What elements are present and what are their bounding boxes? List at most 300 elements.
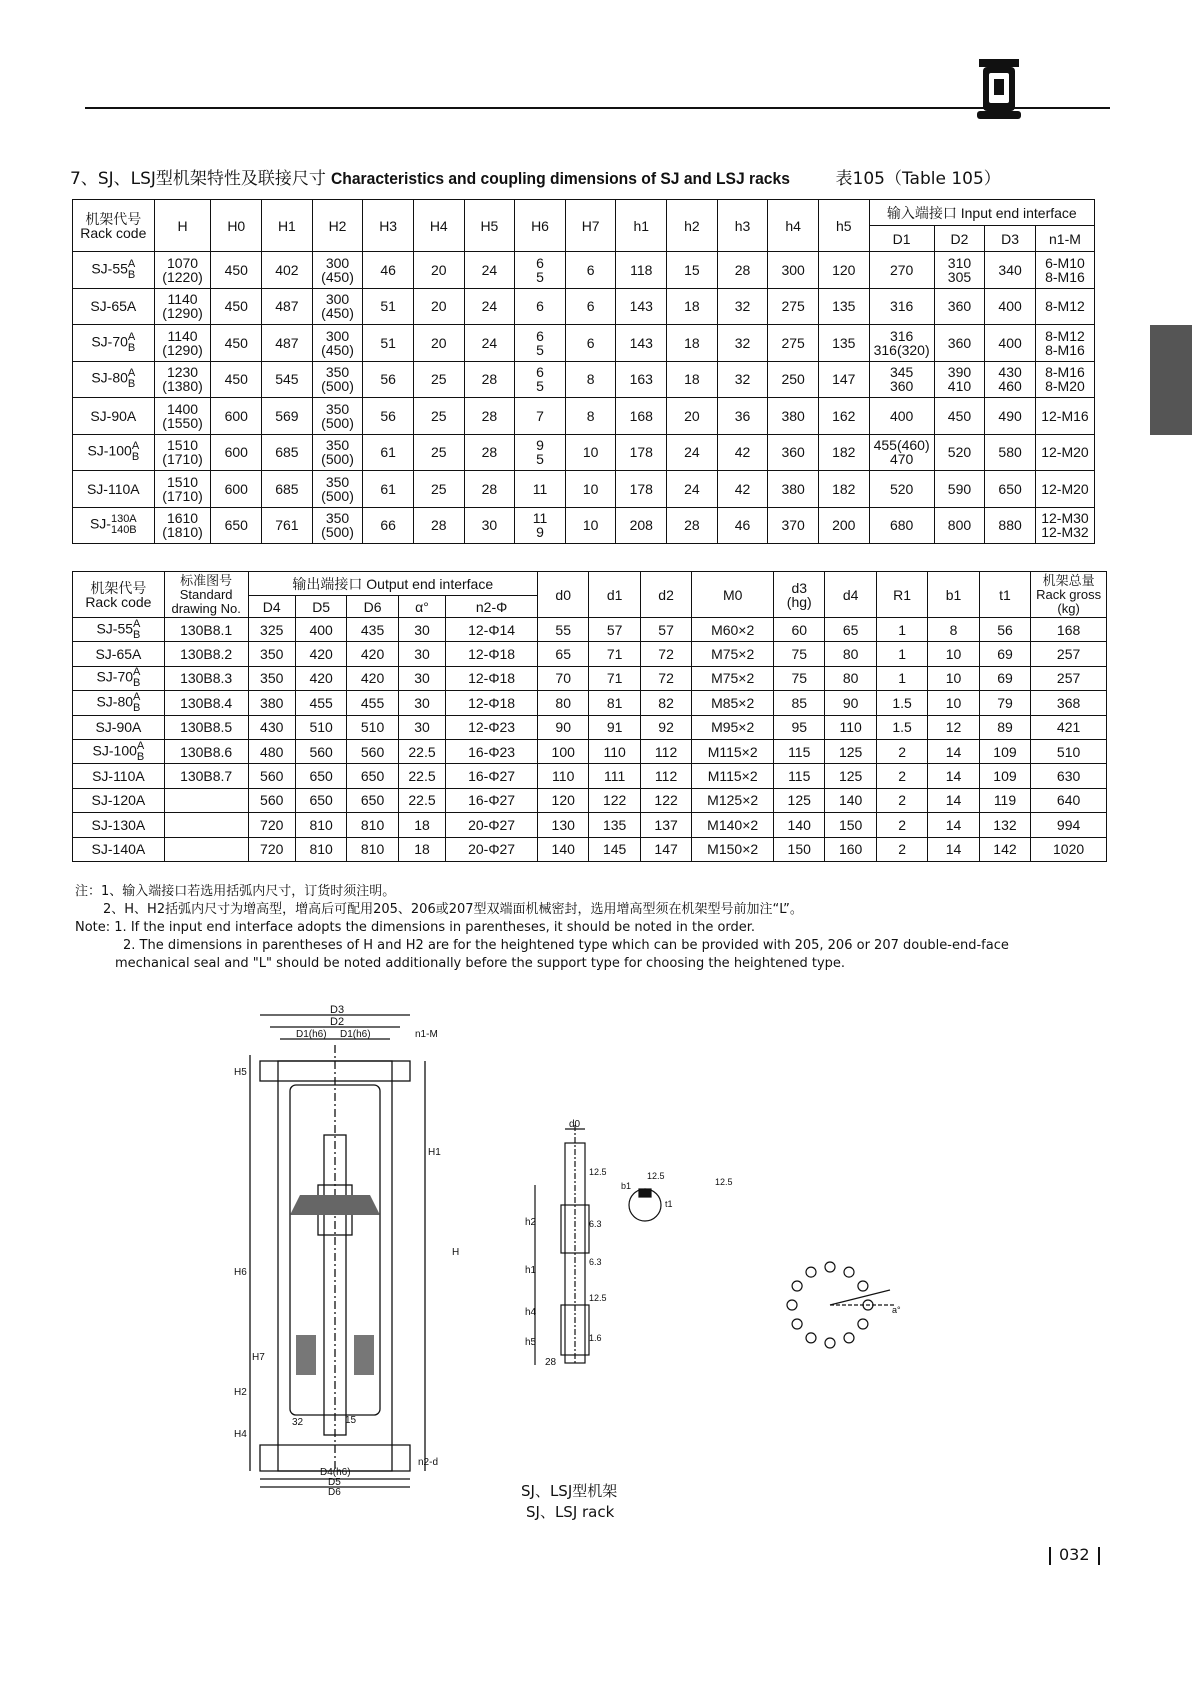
table-cell: 90 [825, 691, 876, 715]
table-row [73, 691, 1107, 715]
table-cell: SJ-80A B [73, 691, 165, 715]
table-cell: 430 460 [985, 361, 1036, 398]
table-cell: 30 [398, 642, 445, 666]
table-cell: 89 [979, 715, 1030, 739]
col-D4: D4 [248, 596, 295, 618]
table-cell: 20 [413, 252, 464, 289]
table-cell: 163 [616, 361, 667, 398]
table-cell: 24 [464, 288, 515, 325]
table-cell: 11 9 [515, 507, 566, 544]
output-group-header: 输出端接口 Output end interface [248, 572, 537, 596]
table-cell: 560 [295, 739, 346, 763]
table-cell: 275 [768, 288, 819, 325]
table-cell: 51 [363, 288, 414, 325]
table-cell: 125 [774, 788, 825, 812]
header-standard-drawing: 标准图号 Standard drawing No. [164, 572, 248, 618]
dim-H6: H6 [234, 1267, 247, 1278]
dim-D5: D5 [328, 1477, 341, 1488]
table-cell: 10 [928, 691, 979, 715]
table-cell: 1510 (1710) [154, 471, 211, 508]
table-cell: 1 [876, 666, 927, 690]
table-cell: 20-Φ27 [446, 837, 538, 861]
table-cell: 6 5 [515, 252, 566, 289]
table-row [73, 618, 1107, 642]
table-row [73, 325, 1095, 362]
table-cell: 150 [825, 813, 876, 837]
page-number: 032 [1041, 1545, 1108, 1565]
table-cell: 135 [589, 813, 640, 837]
table-cell: 12-M30 12-M32 [1035, 507, 1094, 544]
side-tab-marker [1150, 325, 1192, 435]
table-cell: 115 [774, 764, 825, 788]
table-cell: SJ-90A [73, 715, 165, 739]
dim-D2: D2 [330, 1016, 345, 1028]
table-cell: SJ-130A 140B [73, 507, 155, 544]
table-cell: 2 [876, 837, 927, 861]
table-cell: 81 [589, 691, 640, 715]
table-cell: 56 [979, 618, 1030, 642]
table-cell: 12-M20 [1035, 471, 1094, 508]
table-cell: 28 [464, 434, 515, 471]
col-D2: D2 [934, 226, 985, 252]
table-number: 表105（Table 105） [835, 169, 1001, 189]
table-cell: 100 [538, 739, 589, 763]
note-en-1: Note: 1. If the input end interface adopts the dimensions in parentheses, it should be noted in the order. [75, 920, 756, 935]
table-cell: 135 [818, 325, 869, 362]
note-en-2b: mechanical seal and "L" should be noted additionally before the support type for choosing the heightened type. [115, 956, 846, 971]
dim-D1b: D1(h6) [340, 1029, 371, 1040]
col-h2: h2 [667, 200, 718, 252]
table-cell: 250 [768, 361, 819, 398]
table-cell: 140 [774, 813, 825, 837]
table-cell: 360 [934, 325, 985, 362]
table-cell: 380 [768, 471, 819, 508]
table-cell: 132 [979, 813, 1030, 837]
col-D5: D5 [295, 596, 346, 618]
table-cell: 130B8.2 [164, 642, 248, 666]
table-cell: 60 [774, 618, 825, 642]
table-cell: 8 [565, 398, 616, 435]
table-cell: 545 [262, 361, 313, 398]
col-alpha: α° [398, 596, 445, 618]
table-cell [164, 837, 248, 861]
table-cell: 487 [262, 288, 313, 325]
table-cell: SJ-100A B [73, 739, 165, 763]
table-cell: 350 (500) [312, 398, 363, 435]
table-cell: 28 [413, 507, 464, 544]
brand-logo-icon [975, 57, 1023, 123]
table-cell: 95 [774, 715, 825, 739]
table-cell: 24 [464, 325, 515, 362]
table-cell: 316 316(320) [869, 325, 934, 362]
table-cell: SJ-80A B [73, 361, 155, 398]
table-cell: 880 [985, 507, 1036, 544]
figure-caption [521, 1481, 617, 1523]
col-d4: d4 [825, 572, 876, 618]
rough-12-5-d: 12.5 [715, 1177, 733, 1187]
table-cell: 650 [347, 764, 398, 788]
table-cell: 85 [774, 691, 825, 715]
table-cell: 2 [876, 788, 927, 812]
table-cell: 257 [1031, 642, 1107, 666]
table-cell: 435 [347, 618, 398, 642]
table-cell: 72 [640, 642, 691, 666]
table-cell: 130 [538, 813, 589, 837]
table-cell: 6 [565, 325, 616, 362]
table-cell: 75 [774, 642, 825, 666]
dim-H5: H5 [234, 1067, 247, 1078]
table-cell: 325 [248, 618, 295, 642]
table-cell: 130B8.3 [164, 666, 248, 690]
table-cell: 28 [464, 361, 515, 398]
header-rule [85, 107, 1110, 109]
table-cell: 118 [616, 252, 667, 289]
table-cell: SJ-140A [73, 837, 165, 861]
table-cell: 110 [589, 739, 640, 763]
table-cell: 109 [979, 739, 1030, 763]
table-cell: 2 [876, 813, 927, 837]
bolt-hole [844, 1267, 854, 1277]
table-cell: 1070 (1220) [154, 252, 211, 289]
table-cell: 520 [934, 434, 985, 471]
table-cell: 130B8.5 [164, 715, 248, 739]
table-cell [164, 813, 248, 837]
table-cell: 178 [616, 434, 667, 471]
table-cell: 520 [869, 471, 934, 508]
table-row [73, 398, 1095, 435]
table-cell: SJ-70A B [73, 325, 155, 362]
table-cell: 120 [538, 788, 589, 812]
table-cell: 16-Φ27 [446, 764, 538, 788]
table-cell: 810 [347, 813, 398, 837]
dim-D4: D4(h6) [320, 1467, 351, 1478]
table-cell: 122 [640, 788, 691, 812]
table-cell: 79 [979, 691, 1030, 715]
table-cell: 270 [869, 252, 934, 289]
table-cell: 10 [565, 507, 616, 544]
table-cell: 421 [1031, 715, 1107, 739]
table-cell: 1 [876, 642, 927, 666]
table-cell: 16-Φ27 [446, 788, 538, 812]
table-cell: 16-Φ23 [446, 739, 538, 763]
rough-12-5-a: 12.5 [589, 1167, 607, 1177]
table-row [73, 252, 1095, 289]
table-cell: 25 [413, 471, 464, 508]
col-H4: H4 [413, 200, 464, 252]
table-cell: 1140 (1290) [154, 288, 211, 325]
table-row [73, 764, 1107, 788]
table-cell: 160 [825, 837, 876, 861]
table-cell: 10 [928, 642, 979, 666]
table-row [73, 739, 1107, 763]
table-cell: 18 [667, 325, 718, 362]
col-D1: D1 [869, 226, 934, 252]
table-cell: 22.5 [398, 764, 445, 788]
bolt-circle-drawing [780, 1255, 910, 1355]
table-cell: 600 [211, 398, 262, 435]
table-cell: 685 [262, 434, 313, 471]
table-cell: 125 [825, 764, 876, 788]
table-cell: 208 [616, 507, 667, 544]
table-cell: 1510 (1710) [154, 434, 211, 471]
table-cell: 140 [538, 837, 589, 861]
dim-D3: D3 [330, 1004, 345, 1016]
table-cell: 24 [464, 252, 515, 289]
table-cell: 20 [413, 325, 464, 362]
table-cell: 1610 (1810) [154, 507, 211, 544]
header-rack-code-2: 机架代号 Rack code [73, 572, 165, 618]
table-cell: 420 [347, 642, 398, 666]
table-cell: 300 (450) [312, 252, 363, 289]
table-cell: 71 [589, 666, 640, 690]
table-cell: 6-M10 8-M16 [1035, 252, 1094, 289]
table-cell: 92 [640, 715, 691, 739]
table-cell: 455(460) 470 [869, 434, 934, 471]
shaft-drawing [525, 1115, 745, 1375]
table-cell: SJ-120A [73, 788, 165, 812]
col-d2: d2 [640, 572, 691, 618]
table-cell: 310 305 [934, 252, 985, 289]
table-cell: 994 [1031, 813, 1107, 837]
col-H: H [154, 200, 211, 252]
table-cell: 316 [869, 288, 934, 325]
table-cell: 65 [825, 618, 876, 642]
table-cell: 560 [248, 788, 295, 812]
col-h1: h1 [616, 200, 667, 252]
table-cell: 480 [248, 739, 295, 763]
table-cell: 810 [295, 813, 346, 837]
table-cell: 110 [538, 764, 589, 788]
dim-D6: D6 [328, 1487, 341, 1498]
table-cell: 18 [667, 361, 718, 398]
table-cell: 360 [934, 288, 985, 325]
table-cell: M95×2 [692, 715, 774, 739]
table-cell: 510 [1031, 739, 1107, 763]
table-cell: 761 [262, 507, 313, 544]
table-cell: 1 [876, 618, 927, 642]
table-row [73, 642, 1107, 666]
table-cell: 30 [398, 691, 445, 715]
table-cell: 7 [515, 398, 566, 435]
table-cell: 18 [667, 288, 718, 325]
table-cell: 168 [616, 398, 667, 435]
table-cell: 30 [398, 618, 445, 642]
table-row [73, 288, 1095, 325]
dim-d0: d0 [569, 1119, 581, 1130]
table-cell: 10 [928, 666, 979, 690]
table-row [73, 837, 1107, 861]
table-cell: 8-M12 [1035, 288, 1094, 325]
table-cell: 42 [717, 434, 768, 471]
table-cell: 400 [869, 398, 934, 435]
table-cell: 720 [248, 813, 295, 837]
dim-h5: h5 [525, 1337, 537, 1348]
bolt-hole [858, 1319, 868, 1329]
table-cell: 368 [1031, 691, 1107, 715]
table-cell: 42 [717, 471, 768, 508]
col-n2-phi: n2-Φ [446, 596, 538, 618]
table-cell: 125 [825, 739, 876, 763]
header-rack-code: 机架代号 Rack code [73, 200, 155, 252]
table-cell: 90 [538, 715, 589, 739]
table-cell: M115×2 [692, 764, 774, 788]
table-cell: 650 [985, 471, 1036, 508]
col-t1: t1 [979, 572, 1030, 618]
table-cell: 20 [413, 288, 464, 325]
table-cell: 109 [979, 764, 1030, 788]
table-cell: 350 (500) [312, 507, 363, 544]
dim-alpha: a° [892, 1305, 901, 1315]
table-cell: 680 [869, 507, 934, 544]
table-cell: SJ-130A [73, 813, 165, 837]
table-cell: 300 [768, 252, 819, 289]
table-cell: 650 [295, 764, 346, 788]
table-cell: 61 [363, 434, 414, 471]
table-cell: 455 [295, 691, 346, 715]
table-cell: 130B8.7 [164, 764, 248, 788]
rough-1-6: 1.6 [589, 1333, 602, 1343]
table-cell: 370 [768, 507, 819, 544]
table-cell: 168 [1031, 618, 1107, 642]
table-cell: 57 [640, 618, 691, 642]
table-cell: 450 [211, 361, 262, 398]
col-H6: H6 [515, 200, 566, 252]
table-cell: 6 5 [515, 361, 566, 398]
table-cell: 450 [211, 252, 262, 289]
table-cell: 32 [717, 288, 768, 325]
table-cell: 71 [589, 642, 640, 666]
dim-D1: D1(h6) [296, 1029, 327, 1040]
table-cell: 350 [248, 642, 295, 666]
table-cell: 800 [934, 507, 985, 544]
table-cell: 12-Φ18 [446, 666, 538, 690]
col-H1: H1 [262, 200, 313, 252]
table-cell: 115 [774, 739, 825, 763]
bolt-hole [844, 1333, 854, 1343]
rough-12-5-b: 12.5 [589, 1293, 607, 1303]
table-cell: 8 [928, 618, 979, 642]
table-cell: 1020 [1031, 837, 1107, 861]
table-cell: 14 [928, 813, 979, 837]
table-cell: 350 (500) [312, 434, 363, 471]
table-cell: 340 [985, 252, 1036, 289]
dim-H2: H2 [234, 1387, 247, 1398]
table-cell: SJ-55A B [73, 252, 155, 289]
table-cell: 182 [818, 434, 869, 471]
table-cell: 18 [398, 837, 445, 861]
table-cell: 6 [565, 252, 616, 289]
table-row [73, 507, 1095, 544]
table-cell: 810 [347, 837, 398, 861]
table-cell: 6 5 [515, 325, 566, 362]
table-cell: 46 [717, 507, 768, 544]
col-h3: h3 [717, 200, 768, 252]
table-row [73, 666, 1107, 690]
note-en-2a: 2. The dimensions in parentheses of H and H2 are for the heightened type which can be provided with 205, 206 or 207 double-end-face [123, 938, 1009, 953]
table-cell: 1140 (1290) [154, 325, 211, 362]
table-cell: 275 [768, 325, 819, 362]
table-cell: 400 [985, 288, 1036, 325]
table-cell: M75×2 [692, 642, 774, 666]
dim-H7: H7 [252, 1352, 265, 1363]
table-cell: 32 [717, 325, 768, 362]
col-M0: M0 [692, 572, 774, 618]
table-cell: 143 [616, 325, 667, 362]
table-cell: 400 [295, 618, 346, 642]
table-cell: 14 [928, 837, 979, 861]
table-cell: 580 [985, 434, 1036, 471]
table-cell: SJ-110A [73, 764, 165, 788]
table-cell: 51 [363, 325, 414, 362]
table-cell: 350 (500) [312, 361, 363, 398]
table-cell: 14 [928, 739, 979, 763]
table-cell: 650 [295, 788, 346, 812]
table-cell: 162 [818, 398, 869, 435]
table-cell: 8-M12 8-M16 [1035, 325, 1094, 362]
table-cell: 72 [640, 666, 691, 690]
table-cell: 143 [616, 288, 667, 325]
output-interface-table [72, 571, 1107, 862]
table-cell: 142 [979, 837, 1030, 861]
table-cell: M85×2 [692, 691, 774, 715]
table-cell: 380 [248, 691, 295, 715]
table-cell: 70 [538, 666, 589, 690]
table-cell: M140×2 [692, 813, 774, 837]
table-cell: 6 [565, 288, 616, 325]
table-cell: SJ-65A [73, 642, 165, 666]
table-cell: 590 [934, 471, 985, 508]
table-cell: 24 [667, 434, 718, 471]
table-cell: 32 [717, 361, 768, 398]
rack-drawing [230, 1004, 490, 1498]
table-cell: 147 [640, 837, 691, 861]
table-cell: 122 [589, 788, 640, 812]
table-cell: 12 [928, 715, 979, 739]
table-cell: 1400 (1550) [154, 398, 211, 435]
table-cell: 650 [211, 507, 262, 544]
table-cell: 22.5 [398, 739, 445, 763]
table-cell: 14 [928, 764, 979, 788]
table-cell: 140 [825, 788, 876, 812]
table-cell: 350 (500) [312, 471, 363, 508]
title-en: Characteristics and coupling dimensions of SJ and LSJ racks [331, 169, 791, 188]
table-cell: 390 410 [934, 361, 985, 398]
table-cell: 1230 (1380) [154, 361, 211, 398]
table-cell: 810 [295, 837, 346, 861]
table-row [73, 788, 1107, 812]
dim-n2d: n2-d [418, 1457, 439, 1468]
dim-h4: h4 [525, 1307, 537, 1318]
table-cell: 430 [248, 715, 295, 739]
table-cell: SJ-55A B [73, 618, 165, 642]
table-cell: 20-Φ27 [446, 813, 538, 837]
table-cell: 57 [589, 618, 640, 642]
notes-block [75, 883, 1009, 973]
table-cell: 257 [1031, 666, 1107, 690]
dim-H: H [452, 1247, 460, 1258]
table-cell: 360 [768, 434, 819, 471]
table-cell: 490 [985, 398, 1036, 435]
table-cell: 12-Φ23 [446, 715, 538, 739]
dim-h2: h2 [525, 1217, 537, 1228]
table-cell: 630 [1031, 764, 1107, 788]
dim-15: 15 [345, 1415, 357, 1426]
dim-n1M: n1-M [415, 1029, 438, 1040]
table-cell: 569 [262, 398, 313, 435]
col-H7: H7 [565, 200, 616, 252]
table-cell: 9 5 [515, 434, 566, 471]
table-cell: 182 [818, 471, 869, 508]
